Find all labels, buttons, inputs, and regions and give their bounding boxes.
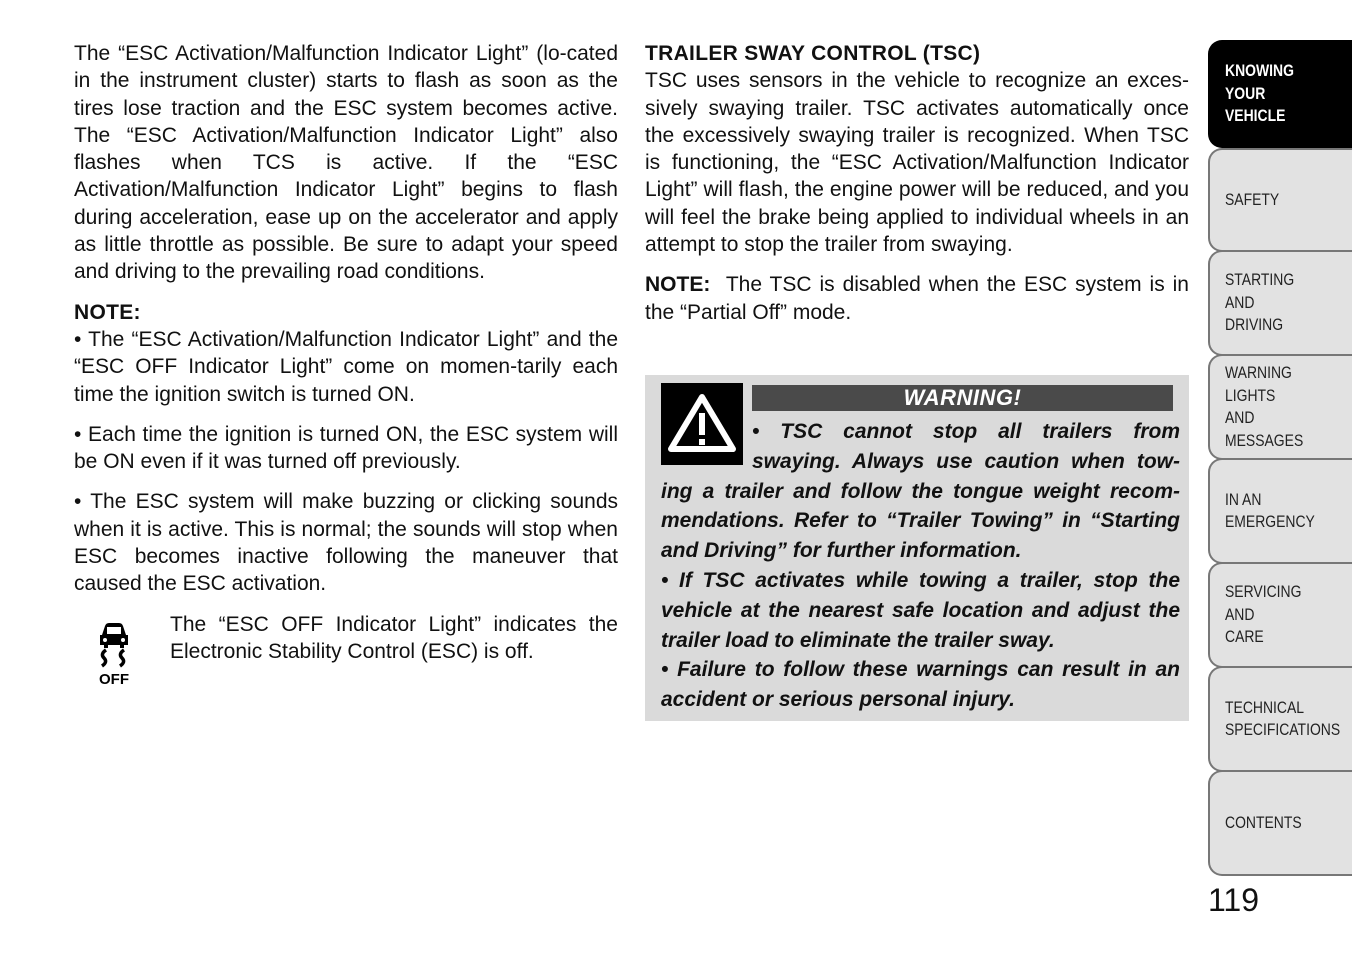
warning-box (645, 375, 1189, 721)
tab-servicing-and-care[interactable] (1208, 562, 1352, 668)
tab-label: IN AN EMERGENCY (1225, 489, 1315, 531)
tab-label: SAFETY (1225, 189, 1280, 209)
warning-item-2: • If TSC activates while towing a trailer, stop the vehicle at the nearest safe location and adjust the trailer load to eliminate the trailer sway. (661, 568, 1180, 652)
tsc-note-label: NOTE: (645, 273, 711, 297)
tab-contents[interactable] (1208, 770, 1352, 876)
left-column (74, 40, 618, 691)
esc-off-icon-label: OFF (99, 670, 129, 687)
warning-item-3: • Failure to follow these warnings can result in an accident or serious personal injury. (661, 658, 1180, 712)
chapter-tabs (1208, 40, 1352, 880)
esc-off-indicator-icon (92, 617, 136, 687)
tsc-note (645, 271, 1189, 326)
note-label: NOTE: (74, 300, 141, 324)
note-bullet-1: • The “ESC Activation/Malfunction Indicator Light” and the “ESC OFF Indicator Light” come on momen-tarily each time the ignition switch is turned ON. (74, 327, 618, 406)
note-bullet-2: • Each time the ignition is turned ON, the ESC system will be ON even if it was turned off previously. (74, 422, 618, 474)
tab-label: WARNING LIGHTS AND MESSAGES (1225, 363, 1304, 450)
tab-label: CONTENTS (1225, 812, 1302, 832)
tab-technical-specifications[interactable] (1208, 666, 1352, 772)
warning-item-1: • TSC cannot stop all trailers from swaying. Always use caution when tow-ing a trailer and follow the tongue weight recom-mendations. Refer to “Trailer Towing” in “Starting and Driving” for further information. (661, 420, 1180, 563)
tsc-note-text: The TSC is disabled when the ESC system is in the “Partial Off” mode. (645, 273, 1189, 324)
esc-off-indicator-block (74, 611, 618, 691)
tab-starting-and-driving[interactable] (1208, 250, 1352, 356)
note-bullet-3: • The ESC system will make buzzing or clicking sounds when it is active. This is normal; the sounds will stop when ESC becomes inactive following the maneuver that caused the ESC activation. (74, 490, 618, 596)
tab-warning-lights-and-messages[interactable] (1208, 354, 1352, 460)
tsc-heading: TRAILER SWAY CONTROL (TSC) (645, 42, 981, 65)
page-number: 119 (1208, 882, 1260, 918)
tab-knowing-your-vehicle[interactable] (1208, 40, 1352, 148)
tab-in-an-emergency[interactable] (1208, 458, 1352, 564)
tab-label: STARTING AND DRIVING (1225, 270, 1295, 335)
right-column (645, 40, 1189, 326)
tab-label: KNOWING YOUR VEHICLE (1225, 61, 1294, 126)
tab-label: SERVICING AND CARE (1225, 582, 1302, 647)
warning-title: WARNING! (752, 385, 1173, 411)
esc-off-description: The “ESC OFF Indicator Light” indicates the Electronic Stability Control (ESC) is off. (170, 612, 618, 663)
tab-label: TECHNICAL SPECIFICATIONS (1225, 697, 1341, 739)
intro-paragraph: The “ESC Activation/Malfunction Indicator Light” (lo-cated in the instrument cluster) starts to flash as soon as the tires lose traction and the ESC system becomes active. The “ESC Activation/Malfunction Indicator Light” also flashes when TCS is active. If the “ESC Activation/Malfunction Indicator Light” begins to flash during acceleration, ease up on the accelerator and apply as little throttle as possible. Be sure to adapt your speed and driving to the prevailing road conditions. (74, 42, 618, 284)
tab-safety[interactable] (1208, 148, 1352, 252)
tsc-paragraph: TSC uses sensors in the vehicle to recognize an exces-sively swaying trailer. TSC activates automatically once the excessively swaying trailer is recognized. When TSC is functioning, the “ESC Activation/Malfunction Indicator Light” will flash, the engine power will be reduced, and you will feel the brake being applied to individual wheels in an attempt to stop the trailer from swaying. (645, 69, 1189, 257)
warning-body (661, 417, 1180, 715)
